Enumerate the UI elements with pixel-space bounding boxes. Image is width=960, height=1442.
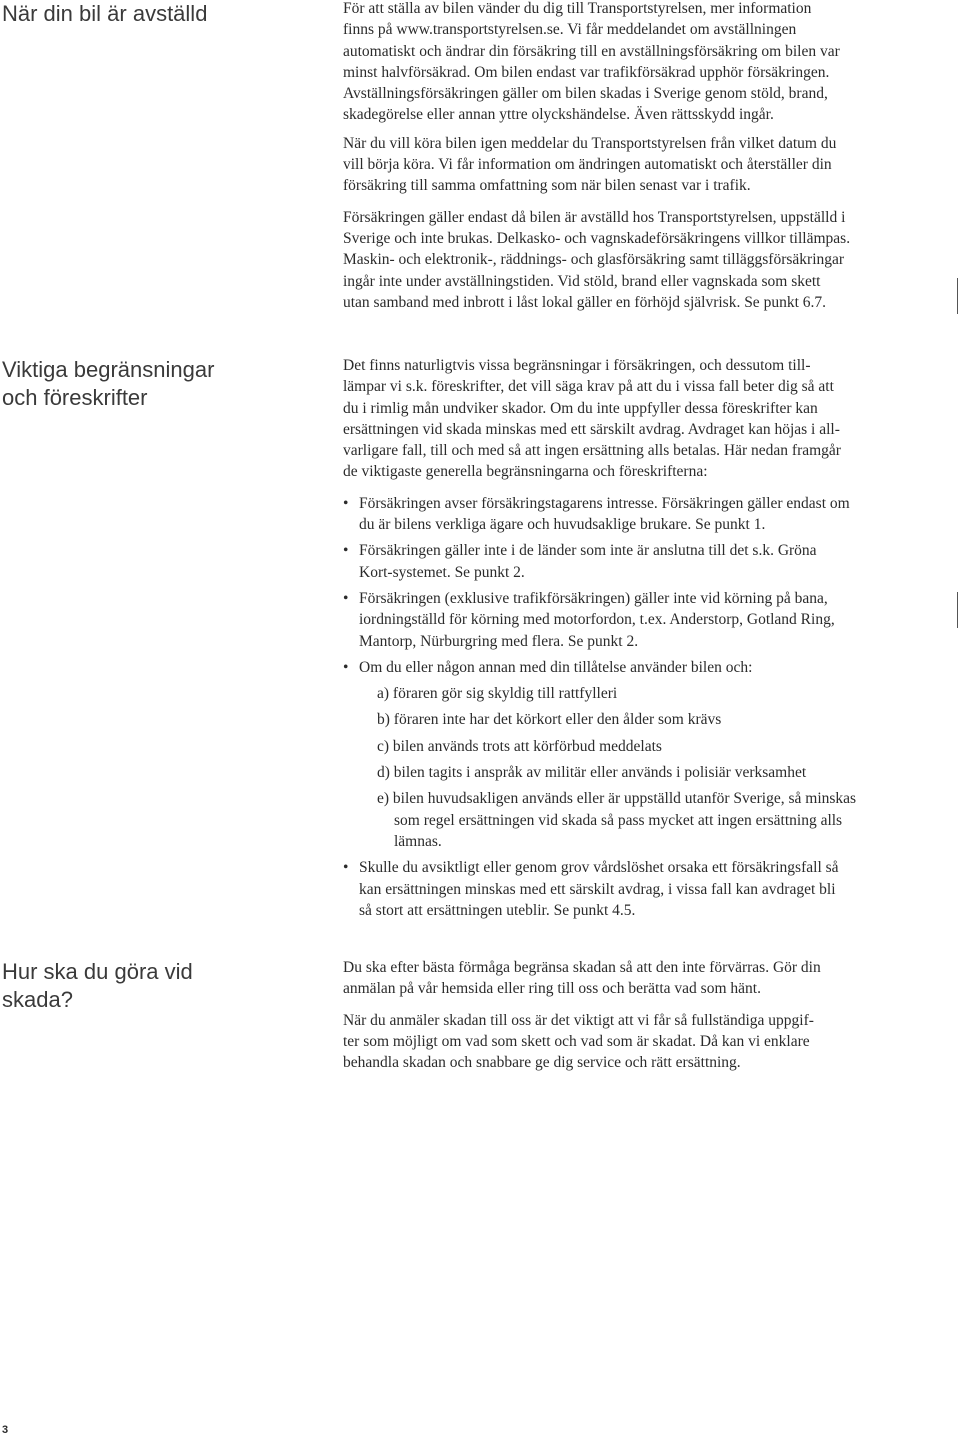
paragraph <box>343 0 923 126</box>
list-item <box>343 540 923 583</box>
bullet-icon: • <box>343 589 349 607</box>
text-line: Försäkringen avser försäkringstagarens intresse. Försäkringen gäller endast om <box>359 494 850 512</box>
section-heading-avstalld: När din bil är avställd <box>2 1 208 26</box>
text-line: varligare fall, till och med så att ingen ersättning alls betalas. Här nedan framgår <box>343 442 841 460</box>
list-item-text <box>359 540 923 583</box>
text-line: Det finns naturligtvis vissa begränsningar i försäkringen, och dessutom till- <box>343 357 811 374</box>
text-line: e) bilen huvudsakligen används eller är uppställd utanför Sverige, så minskas <box>377 790 857 808</box>
paragraph <box>343 133 923 197</box>
text-line: Försäkringen gäller inte i de länder som inte är anslutna till det s.k. Gröna <box>359 542 817 560</box>
text-line: lämnas. <box>394 832 442 850</box>
text-line: anmälan på vår hemsida eller ring till oss och berätta vad som hänt. <box>343 980 761 998</box>
bullet-icon: • <box>343 859 349 877</box>
text-line: När du anmäler skadan till oss är det viktigt att vi får så fullständiga uppgif- <box>343 1011 814 1029</box>
text-line: automatiskt och ändrar din försäkring till en avställningsförsäkring om bilen var <box>343 42 840 60</box>
list-item-text <box>359 493 923 536</box>
text-line: försäkring till samma omfattning som när bilen senast var i trafik. <box>343 177 751 195</box>
list-item <box>343 657 923 852</box>
text-line: ter som möjligt om vad som skett och vad som är skadat. Då kan vi enklare <box>343 1032 810 1050</box>
sub-item <box>359 683 923 704</box>
intro-paragraph <box>343 355 923 483</box>
list-item-text <box>359 657 923 678</box>
conditions-sublist <box>359 683 923 852</box>
text-line: Försäkringen gäller endast då bilen är avställd hos Transportstyrelsen, uppställd i <box>343 208 846 226</box>
list-item-text <box>359 588 923 652</box>
section-body-avstalld <box>343 0 923 313</box>
text-line: du i rimlig mån undviker skador. Om du inte uppfyller dessa föreskrifter kan <box>343 399 818 417</box>
text-line: finns på www.transportstyrelsen.se. Vi får meddelandet om avställningen <box>343 21 797 39</box>
sub-item <box>359 736 923 757</box>
paragraph <box>343 207 923 313</box>
section-heading-skada: Hur ska du göra vid skada? <box>2 959 193 1012</box>
page-number: 3 <box>2 1424 9 1436</box>
text-line: För att ställa av bilen vänder du dig till Transportstyrelsen, mer information <box>343 0 812 17</box>
list-item <box>343 857 923 921</box>
text-line: så stort att ersättningen uteblir. Se punkt 4.5. <box>359 901 636 919</box>
text-line: skadegörelse eller annan yttre olyckshändelse. Även rättsskydd ingår. <box>343 106 774 124</box>
text-line: Skulle du avsiktligt eller genom grov vårdslöshet orsaka ett försäkringsfall så <box>359 859 839 877</box>
text-line: kan ersättningen minskas med ett särskilt avdrag, i vissa fall kan avdraget bli <box>359 880 836 898</box>
text-line: lämpar vi s.k. föreskrifter, det vill säga krav på att du i vissa fall beter dig så att <box>343 378 834 396</box>
text-line: du är bilens verkliga ägare och huvudsaklige brukare. Se punkt 1. <box>359 516 766 534</box>
section-body-begransningar <box>343 355 923 921</box>
section-body-skada <box>343 957 923 1073</box>
text-line: iordningställd för körning med motorfordon, t.ex. Anderstorp, Gotland Ring, <box>359 611 835 629</box>
paragraph <box>343 957 923 1000</box>
text-line: b) föraren inte har det körkort eller den ålder som krävs <box>377 711 722 729</box>
bullet-icon: • <box>343 542 349 560</box>
list-item <box>343 588 923 652</box>
text-line: Maskin- och elektronik-, räddnings- och glasförsäkring samt tilläggsförsäkringar <box>343 251 845 269</box>
text-line: minst halvförsäkrad. Om bilen endast var trafikförsäkrad upphör försäkringen. <box>343 63 830 81</box>
text-line: utan samband med inbrott i låst lokal gäller en förhöjd självrisk. Se punkt 6.7. <box>343 293 826 311</box>
text-line: ingår inte under avställningstiden. Vid stöld, brand eller vagnskada som skett <box>343 272 821 290</box>
edge-mark <box>957 592 958 628</box>
paragraph <box>343 1010 923 1074</box>
list-item <box>343 493 923 536</box>
sub-item <box>359 762 923 783</box>
text-line: c) bilen används trots att körförbud meddelats <box>377 737 662 755</box>
text-line: de viktigaste generella begränsningarna och föreskrifterna: <box>343 463 708 481</box>
limitations-list <box>343 493 923 921</box>
edge-mark <box>957 278 958 314</box>
text-line: Om du eller någon annan med din tillåtelse använder bilen och: <box>359 658 753 676</box>
text-line: d) bilen tagits i anspråk av militär eller används i polisiär verksamhet <box>377 764 807 782</box>
text-line: vill börja köra. Vi får information om ändringen automatiskt och återställer din <box>343 156 832 174</box>
bullet-icon: • <box>343 494 349 512</box>
text-line: Du ska efter bästa förmåga begränsa skadan så att den inte förvärras. Gör din <box>343 959 821 976</box>
text-line: Försäkringen (exklusive trafikförsäkringen) gäller inte vid körning på bana, <box>359 589 828 607</box>
text-line: Mantorp, Nürburgring med flera. Se punkt 2. <box>359 632 639 650</box>
list-item-text <box>359 857 923 921</box>
text-line: behandla skadan och snabbare ge dig service och rätt ersättning. <box>343 1054 741 1072</box>
sub-item <box>359 788 923 852</box>
text-line: ersättningen vid skada minskas med ett särskilt avdrag. Avdraget kan höjas i all- <box>343 420 840 438</box>
text-line: Sverige och inte brukas. Delkasko- och vagnskadeförsäkringens villkor tillämpas. <box>343 229 851 247</box>
bullet-icon: • <box>343 658 349 676</box>
text-line: a) föraren gör sig skyldig till rattfylleri <box>377 685 618 703</box>
section-heading-begransningar: Viktiga begränsningar och föreskrifter <box>2 357 215 410</box>
sub-item <box>359 709 923 730</box>
text-line: som regel ersättningen vid skada så pass mycket att ingen ersättning alls <box>394 811 843 829</box>
text-line: När du vill köra bilen igen meddelar du Transportstyrelsen från vilket datum du <box>343 134 837 152</box>
text-line: Kort-systemet. Se punkt 2. <box>359 563 525 581</box>
text-line: Avställningsförsäkringen gäller om bilen skadas i Sverige genom stöld, brand, <box>343 85 828 103</box>
